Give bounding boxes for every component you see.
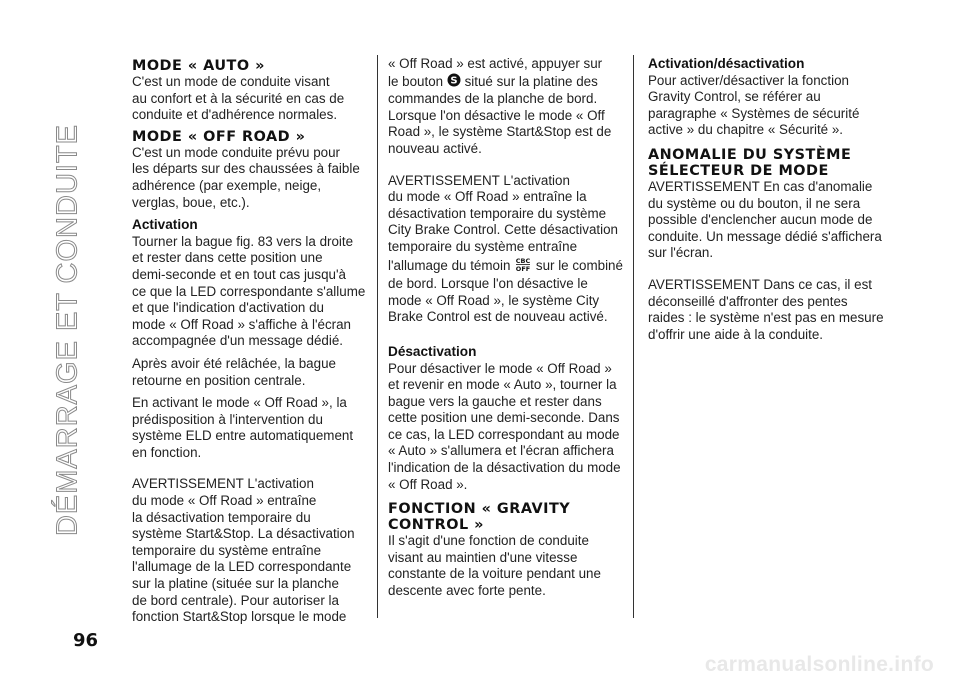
paragraph-mode-auto: C'est un mode de conduite visant au confort et à la sécurité en cas de conduite et d'adhérence normales. [132,74,345,123]
warning-pentes: AVERTISSEMENT Dans ce cas, il est déconseillé d'affronter des pentes raides : le système n'est pas en mesure d'offrir une aide à la conduite. [648,276,884,342]
column-3 [648,56,898,343]
svg-text:CBC: CBC [515,256,531,265]
paragraph-release: Après avoir été relâchée, la bague retourne en position centrale. [132,355,336,388]
warning-startstop: AVERTISSEMENT L'activation du mode « Off Road » entraîne la désactivation temporaire du système Start&Stop. La désactivation temporaire du système entraîne l'allumage de la LED correspondante sur la platine (située sur la planche de bord centrale). Pour autoriser la fonction Start&Stop lorsque le mode [132,476,355,625]
paragraph-startstop-continued: « Off Road » est activé, appuyer sur le bouton S situé sur la platine des commandes de la planche de bord. Lorsque l'on désactive le mode « Off Road », le système Start&Stop est de nouveau activé. [388,56,612,156]
startstop-button-icon [447,73,461,92]
column-2 [388,56,628,600]
heading-mode-auto: MODE « AUTO » [132,58,265,74]
paragraph-deactivation: Pour désactiver le mode « Off Road » et revenir en mode « Auto », tourner la bague vers la gauche et rester dans cette position une demi-seconde. Dans ce cas, la LED correspondant au mode « Auto » s'allumera et l'écran affichera l'indication de la désactivation du mode « Off Road ». [388,360,621,492]
chapter-title: DÉMARRAGE ET CONDUITE [51,123,84,537]
warning-anomalie: AVERTISSEMENT En cas d'anomalie du système ou du bouton, il ne sera possible d'enclencher aucun mode de conduite. Un message dédié s'affichera sur l'écran. [648,178,882,261]
paragraph-activation-deactivation: Pour activer/désactiver la fonction Gravity Control, se référer au paragraphe « Systèmes de sécurité active » du chapitre « Sécurité ». [648,72,860,138]
heading-activation-deactivation: Activation/désactivation [648,56,805,71]
page-number: 96 [73,630,99,651]
column-divider-2 [633,55,634,618]
heading-activation: Activation [132,217,198,233]
column-divider-1 [377,55,378,618]
column-1 [132,56,372,626]
heading-deactivation: Désactivation [388,343,477,359]
watermark: carmanualsonline.info [704,653,934,676]
cbc-off-warning-icon [514,256,532,277]
heading-gravity-control: FONCTION « GRAVITY CONTROL » [388,501,571,534]
paragraph-gravity-control: Il s'agit d'une fonction de conduite visant au maintien d'une vitesse constante de la voiture pendant une descente avec forte pente. [388,533,601,599]
paragraph-activation: Tourner la bague fig. 83 vers la droite et rester dans cette position une demi-seconde et en tout cas jusqu'à ce que la LED correspondante s'allume et que l'indication d'activation du mode « Off Road » s'affiche à l'écran accompagnée d'un message dédié. [132,233,366,349]
warning-city-brake: AVERTISSEMENT L'activation du mode « Off Road » entraîne la désactivation temporaire du système City Brake Control. Cette désactivation temporaire du système entraîne l'allumage du témoin CBC OFF sur le combiné de bord. Lorsque l'on désactive le mode « Off Road », le système City Brake Control est de nouveau activé. [388,172,623,325]
svg-text:OFF: OFF [515,264,531,272]
heading-mode-offroad: MODE « OFF ROAD » [132,128,306,145]
svg-text:S: S [450,75,458,87]
paragraph-mode-offroad: C'est un mode conduite prévu pour les départs sur des chaussées à faible adhérence (par exemple, neige, verglas, boue, etc.). [132,144,360,210]
heading-anomalie: ANOMALIE DU SYSTÈME SÉLECTEUR DE MODE [648,146,852,179]
paragraph-eld: En activant le mode « Off Road », la prédisposition à l'intervention du système ELD entre automatiquement en fonction. [132,395,354,460]
